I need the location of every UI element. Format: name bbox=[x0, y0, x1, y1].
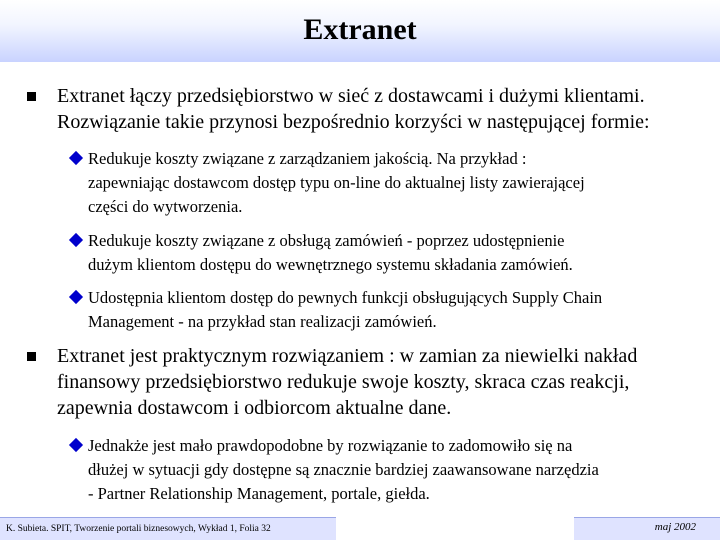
sub-2-line-1: Redukuje koszty związane z obsługą zamówień - poprzez udostępnienie bbox=[88, 231, 565, 250]
sub-1-line-3: części do wytworzenia. bbox=[88, 197, 243, 216]
bullet-diamond-1 bbox=[69, 151, 83, 165]
sub-4-line-2: dłużej w sytuacji gdy dostępne są znacznie bardziej zaawansowane narzędzia bbox=[88, 460, 599, 479]
bullet-square-2 bbox=[27, 352, 36, 361]
footer-left bbox=[0, 517, 336, 540]
point-1-line-1: Extranet łączy przedsiębiorstwo w sieć z dostawcami i dużymi klientami. bbox=[57, 85, 645, 107]
sub-4-line-3: - Partner Relationship Management, portale, giełda. bbox=[88, 484, 430, 503]
sub-1-line-1: Redukuje koszty związane z zarządzaniem jakością. Na przykład : bbox=[88, 149, 527, 168]
point-2-line-2: finansowy przedsiębiorstwo redukuje swoje koszty, skraca czas reakcji, bbox=[57, 371, 630, 393]
point-1-line-2: Rozwiązanie takie przynosi bezpośrednio korzyści w następującej formie: bbox=[57, 111, 650, 133]
sub-2-line-2: dużym klientom dostępu do wewnętrznego systemu składania zamówień. bbox=[88, 255, 573, 274]
point-2-line-1: Extranet jest praktycznym rozwiązaniem : w zamian za niewielki nakład bbox=[57, 345, 638, 367]
footer-right bbox=[574, 517, 720, 540]
slide-title: Extranet bbox=[303, 13, 417, 46]
point-2-line-3: zapewnia dostawcom i odbiorcom aktualne dane. bbox=[57, 397, 452, 419]
bullet-diamond-3 bbox=[69, 290, 83, 304]
bullet-diamond-2 bbox=[69, 233, 83, 247]
footer-citation: K. Subieta. SPIT, Tworzenie portali biznesowych, Wykład 1, Folia 32 bbox=[6, 524, 271, 534]
sub-4-line-1: Jednakże jest mało prawdopodobne by rozwiązanie to zadomowiło się na bbox=[88, 436, 573, 455]
bullet-square-1 bbox=[27, 92, 36, 101]
bullet-diamond-4 bbox=[69, 438, 83, 452]
sub-3-line-2: Management - na przykład stan realizacji zamówień. bbox=[88, 312, 437, 331]
footer-date: maj 2002 bbox=[654, 521, 696, 533]
sub-3-line-1: Udostępnia klientom dostęp do pewnych funkcji obsługujących Supply Chain bbox=[88, 288, 603, 307]
sub-1-line-2: zapewniając dostawcom dostęp typu on-line do aktualnej listy zawierającej bbox=[88, 173, 585, 192]
